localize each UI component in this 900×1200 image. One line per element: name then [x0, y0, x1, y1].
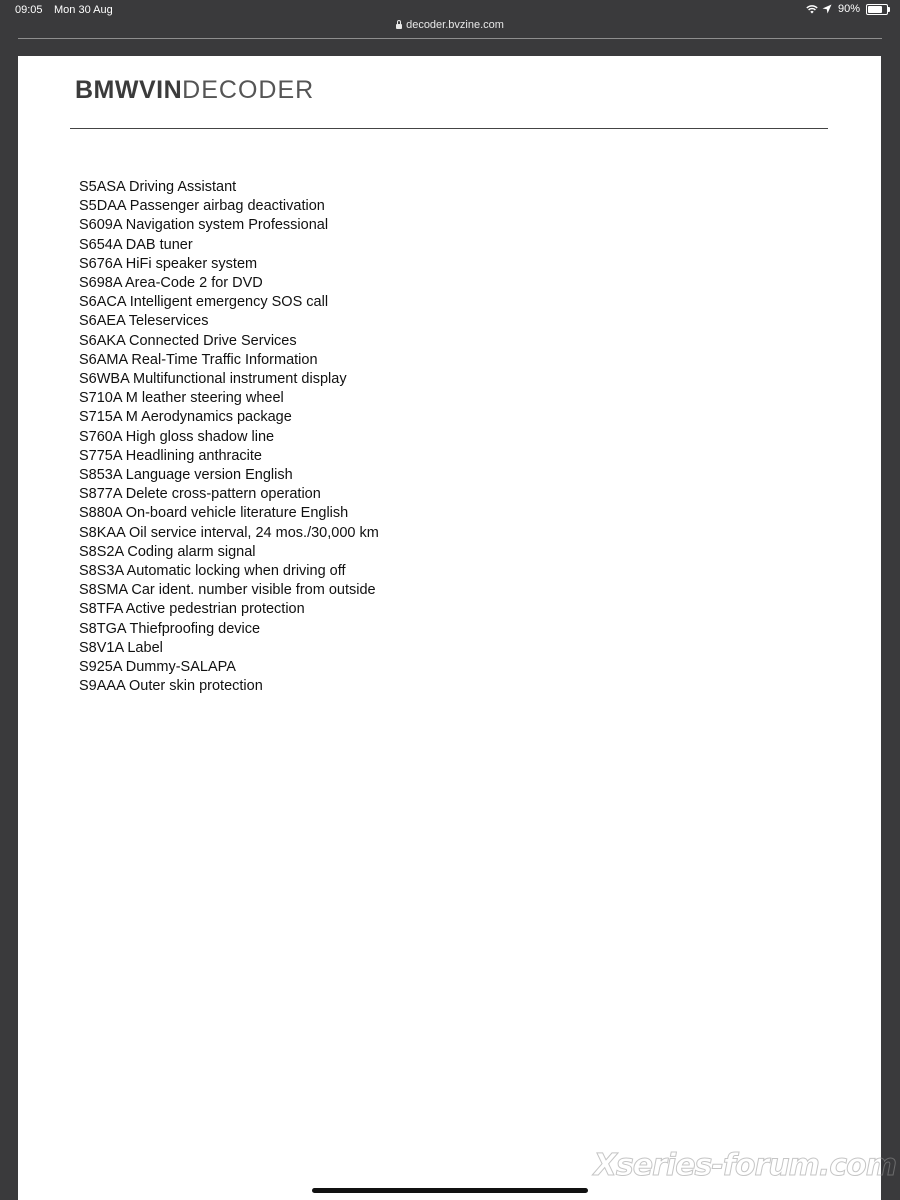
option-item: S715A M Aerodynamics package [79, 409, 292, 426]
battery-tip [888, 7, 890, 12]
option-item: S8KAA Oil service interval, 24 mos./30,000 km [79, 524, 379, 541]
option-item: S775A Headlining anthracite [79, 447, 262, 464]
location-arrow-icon [822, 4, 834, 14]
toolbar-divider [18, 38, 882, 39]
battery-percent: 90% [837, 3, 860, 15]
option-item: S6AMA Real-Time Traffic Information [79, 351, 318, 368]
site-logo[interactable] [75, 76, 314, 105]
status-date: Mon 30 Aug [54, 4, 113, 16]
home-indicator[interactable] [312, 1188, 588, 1193]
option-item: S5DAA Passenger airbag deactivation [79, 198, 325, 215]
option-item: S6ACA Intelligent emergency SOS call [79, 294, 329, 311]
option-codes-list [79, 178, 379, 696]
option-item: S6WBA Multifunctional instrument display [79, 371, 347, 388]
option-item: S8S3A Automatic locking when driving off [79, 563, 346, 580]
url-text: decoder.bvzine.com [406, 19, 504, 31]
status-indicators [806, 3, 888, 15]
option-item: S710A M leather steering wheel [79, 390, 284, 407]
option-item: S925A Dummy-SALAPA [79, 659, 236, 676]
option-item: S9AAA Outer skin protection [79, 678, 263, 695]
option-item: S6AKA Connected Drive Services [79, 332, 297, 349]
option-item: S8V1A Label [79, 639, 163, 656]
logo-light-text: DECODER [182, 76, 315, 104]
logo-bold-text: BMWVIN [75, 76, 183, 104]
wifi-icon [806, 4, 818, 14]
option-item: S6AEA Teleservices [79, 313, 209, 330]
option-item: S8SMA Car ident. number visible from outside [79, 582, 376, 599]
option-item: S853A Language version English [79, 467, 293, 484]
option-item: S5ASA Driving Assistant [79, 179, 237, 195]
option-item: S880A On-board vehicle literature English [79, 505, 349, 522]
battery-icon [866, 4, 888, 15]
option-item: S8TFA Active pedestrian protection [79, 601, 305, 618]
watermark: Xseries-forum.com [593, 1148, 896, 1183]
option-item: S698A Area-Code 2 for DVD [79, 275, 263, 292]
header-divider [70, 128, 828, 129]
address-bar[interactable] [0, 16, 900, 34]
option-item: S760A High gloss shadow line [79, 428, 275, 445]
battery-fill [868, 6, 882, 13]
status-time: 09:05 [15, 4, 43, 16]
web-page [18, 56, 881, 1200]
option-item: S609A Navigation system Professional [79, 217, 329, 234]
option-item: S8TGA Thiefproofing device [79, 620, 261, 637]
option-item: S8S2A Coding alarm signal [79, 543, 256, 560]
option-item: S676A HiFi speaker system [79, 255, 258, 272]
lock-icon [396, 24, 402, 29]
option-item: S877A Delete cross-pattern operation [79, 486, 321, 503]
option-item: S654A DAB tuner [79, 236, 193, 253]
